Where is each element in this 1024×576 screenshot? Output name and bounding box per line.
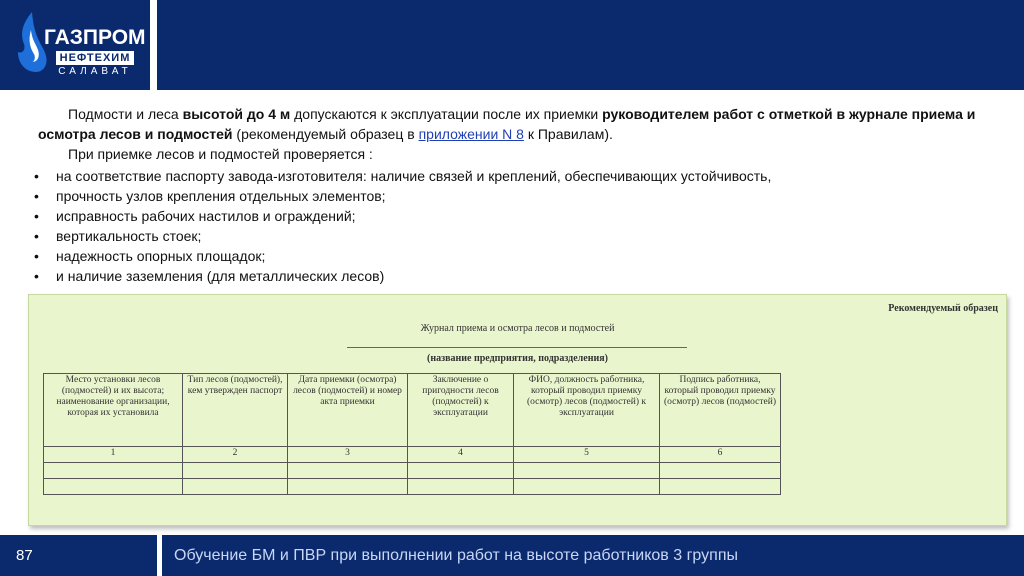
list-item: • на соответствие паспорту завода-изготовителя: наличие связей и креплений, обеспечивающих устойчивость, [34,168,772,184]
list-item: • исправность рабочих настилов и ограждений; [34,208,356,224]
table-header-cell: Подпись работника, который проводил приемку (осмотр) лесов (подмостей) [660,374,781,447]
list-item-text: прочность узлов крепления отдельных элементов; [56,188,386,204]
list-item-text: и наличие заземления (для металлических лесов) [56,268,385,284]
table-cell: 6 [660,447,781,463]
table-cell: 3 [288,447,408,463]
intro-text-1: Подмости и леса [68,106,183,122]
table-cell: 4 [408,447,514,463]
list-item-text: вертикальность стоек; [56,228,202,244]
intro-text-4: к Правилам). [523,126,613,142]
check-list [34,166,998,286]
check-intro: При приемке лесов и подмостей проверяется : [68,146,373,162]
page-number [0,535,157,576]
footer-title [162,535,1024,576]
page-number-text: 87 [16,547,33,564]
list-item: • и наличие заземления (для металлических лесов) [34,268,385,284]
table-header-row [44,374,781,447]
list-item-text: надежность опорных площадок; [56,248,266,264]
recommended-sample-label: Рекомендуемый образец [888,303,998,314]
list-item: • вертикальность стоек; [34,228,202,244]
logo-sub-text: НЕФТЕХИМ [56,51,134,65]
header-bar [157,0,1024,90]
table-row [44,479,781,495]
journal-table [43,373,781,495]
intro-bold-1: высотой до 4 м [182,106,291,122]
table-cell: 1 [44,447,183,463]
table-header-cell: Дата приемки (осмотра) лесов (подмостей) и номер акта приемки [288,374,408,447]
journal-title: Журнал приема и осмотра лесов и подмостей [420,323,615,334]
table-header-cell: Заключение о пригодности лесов (подмостей) к эксплуатации [408,374,514,447]
org-name-line [347,347,687,348]
intro-bold-2: руководителем работ с отметкой в журнале приема и осмотра лесов и подмостей [38,106,976,142]
logo[interactable] [0,0,150,90]
intro-paragraph [38,104,998,144]
logo-main-text: ГАЗПРОМ [44,26,146,49]
list-item-text: на соответствие паспорту завода-изготовителя: наличие связей и креплений, обеспечивающих устойчивость, [56,168,772,184]
org-name-caption: (название предприятия, подразделения) [427,353,608,364]
list-item: • надежность опорных площадок; [34,248,266,264]
footer-title-text: Обучение БМ и ПВР при выполнении работ на высоте работников 3 группы [174,547,738,564]
table-header-cell: Тип лесов (подмостей), кем утвержден паспорт [183,374,288,447]
table-row [44,463,781,479]
table-number-row [44,447,781,463]
intro-text-3: (рекомендуемый образец в [232,126,419,142]
logo-sub2-text: САЛАВАТ [58,66,132,77]
footer [0,535,1024,576]
list-item-text: исправность рабочих настилов и ограждений; [56,208,356,224]
table-header-cell: ФИО, должность работника, который проводил приемку (осмотр) лесов (подмостей) к эксплуатации [514,374,660,447]
slide-content [34,104,998,286]
intro-text-2: допускаются к эксплуатации после их приемки [290,106,603,122]
table-header-cell: Место установки лесов (подмостей) и их высота; наименование организации, которая их установила [44,374,183,447]
list-item: • прочность узлов крепления отдельных элементов; [34,188,386,204]
journal-form-image [28,294,1007,526]
table-cell: 2 [183,447,288,463]
header [0,0,1024,90]
table-cell: 5 [514,447,660,463]
appendix-link[interactable]: приложении N 8 [418,126,524,142]
